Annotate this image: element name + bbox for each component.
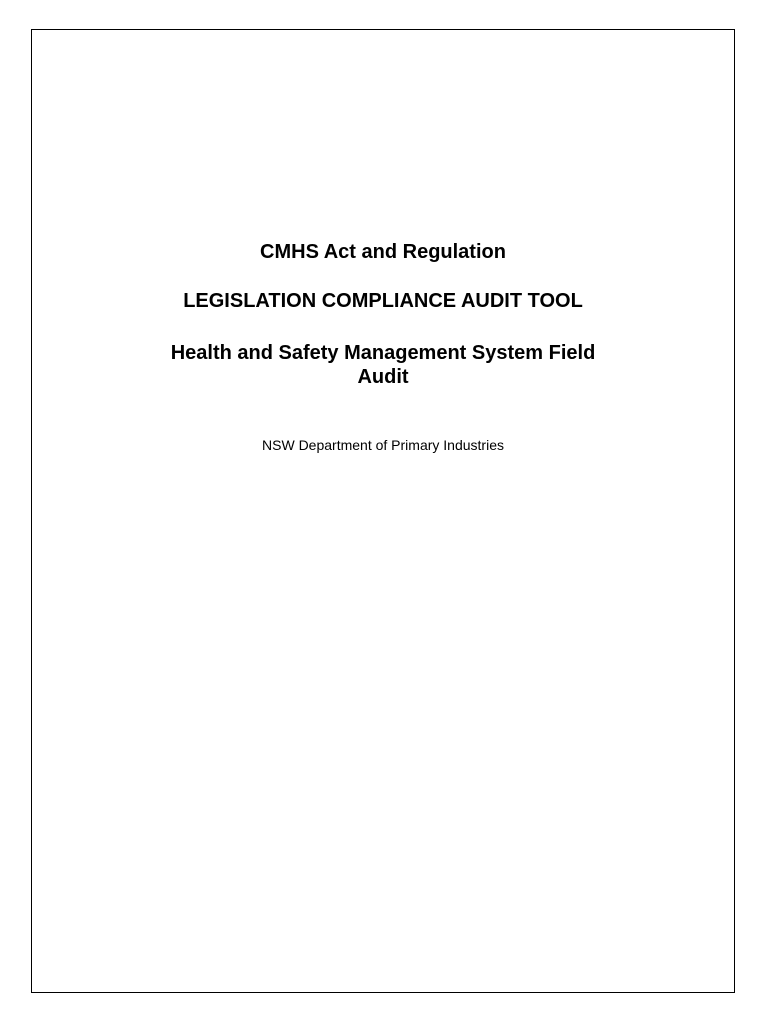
document-page <box>31 29 735 993</box>
document-subtitle: LEGISLATION COMPLIANCE AUDIT TOOL <box>183 290 583 312</box>
organization-name: NSW Department of Primary Industries <box>262 437 504 453</box>
document-heading-line-2: Audit <box>357 366 409 388</box>
document-heading-line-1: Health and Safety Management System Field <box>170 342 596 364</box>
document-heading <box>32 341 734 389</box>
document-title: CMHS Act and Regulation <box>260 241 506 263</box>
